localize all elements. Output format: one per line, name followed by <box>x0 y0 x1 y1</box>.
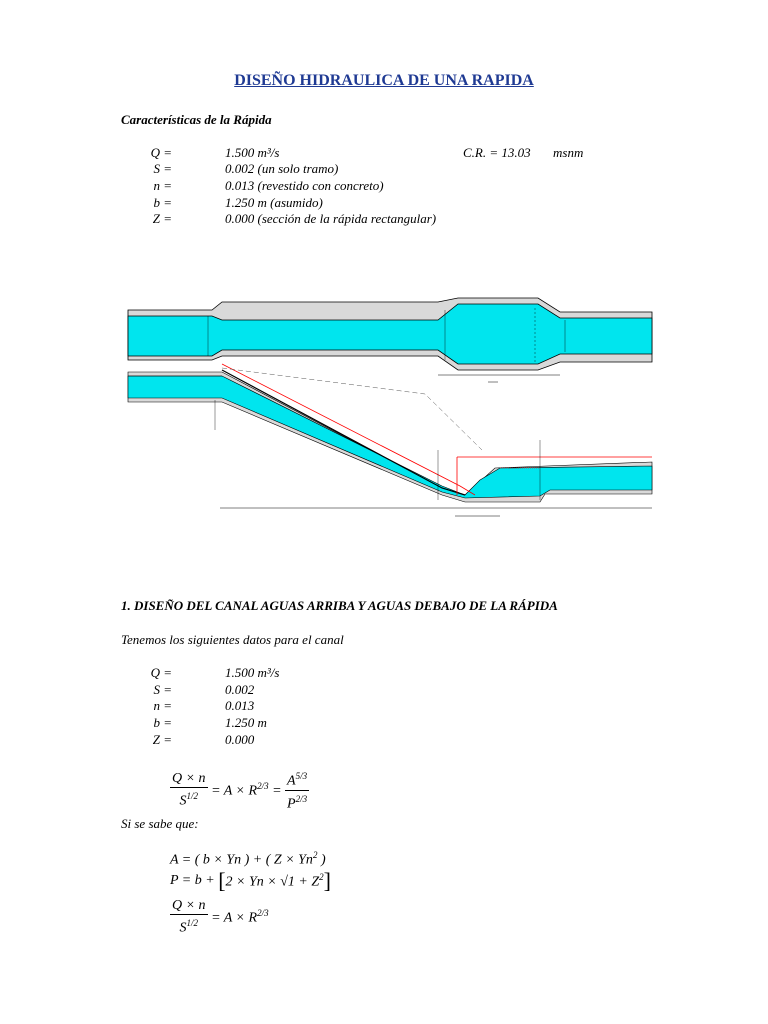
profile-view <box>128 364 652 516</box>
section1-intro: Tenemos los siguientes datos para el canal <box>121 632 344 647</box>
cr-unit: msnm <box>553 145 584 160</box>
area-equation: A = ( b × Yn ) + ( $Z \times Yn^2$ ) <box>170 850 326 868</box>
chute-drawing <box>120 290 660 530</box>
cr-label: C.R. = 13.03 <box>463 145 531 160</box>
perimeter-equation: P = b + [ $2 \times Yn \times √1 + Z^2$ ] <box>170 868 331 894</box>
page-title: DISEÑO HIDRAULICA DE UNA RAPIDA <box>234 72 534 89</box>
characteristics-heading: Características de la Rápida <box>121 112 272 127</box>
si-se-sabe-text: Si se sabe que: <box>121 816 199 831</box>
section1-heading: 1. DISEÑO DEL CANAL AGUAS ARRIBA Y AGUAS DEBAJO DE LA RÁPIDA <box>121 598 558 613</box>
manning-equation: $\frac{Q \times n}{S^{1/2}}$ = $A \times R^{2/3}$ = $\frac{A^{5/3}}{P^{2/3}}$ <box>170 768 309 812</box>
plan-view <box>128 298 652 382</box>
manning-equation-2: $\frac{Q \times n}{S^{1/2}}$ = $A \times R^{2/3}$ <box>172 898 269 936</box>
